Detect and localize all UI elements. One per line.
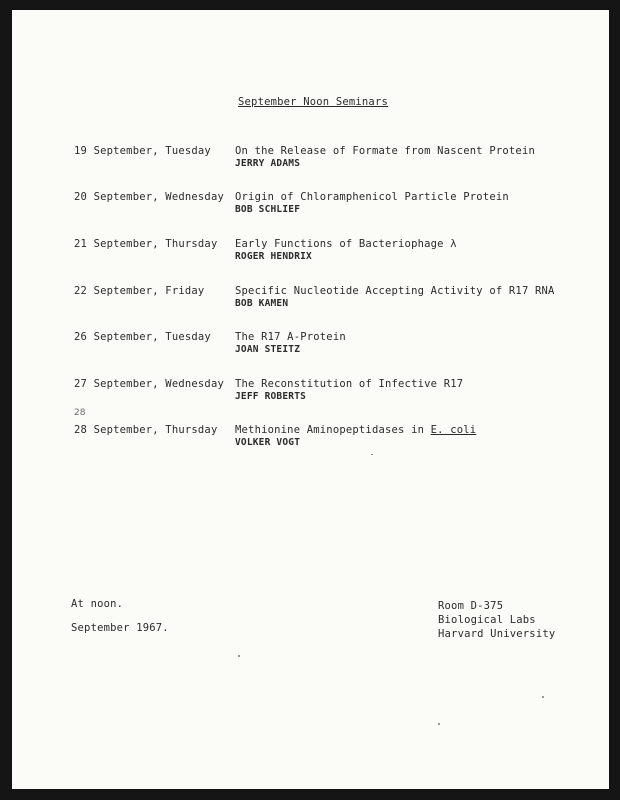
seminar-speaker: BOB SCHLIEF [235,204,301,215]
handwritten-correction: 28 [74,408,86,418]
seminar-date: 20 September, Wednesday [74,191,224,203]
seminar-speaker: BOB KAMEN [235,298,289,309]
seminar-date: 27 September, Wednesday [74,378,224,390]
seminar-date: 28 September, Thursday [74,424,218,436]
seminar-date: 21 September, Thursday [74,238,218,250]
paper-speck [438,723,440,725]
topic-prefix: Methionine Aminopeptidases in [235,424,431,436]
seminar-date: 26 September, Tuesday [74,331,211,343]
seminar-speaker: ROGER HENDRIX [235,251,312,262]
seminar-date: 19 September, Tuesday [74,145,211,157]
seminar-topic: Specific Nucleotide Accepting Activity of R17 RNA [235,285,555,297]
seminar-topic: Early Functions of Bacteriophage λ [235,238,457,250]
document-page [12,10,609,789]
seminar-speaker: JERRY ADAMS [235,158,301,169]
footer-date: September 1967. [71,622,169,634]
seminar-speaker: JOAN STEITZ [235,344,301,355]
seminar-topic: The Reconstitution of Infective R17 [235,378,464,390]
footer-time: At noon. [71,598,124,610]
paper-speck [238,655,240,657]
seminar-speaker: VOLKER VOGT [235,437,301,448]
seminar-speaker: JEFF ROBERTS [235,391,307,402]
species-name: E. coli [430,424,477,436]
footer-building: Biological Labs [438,614,536,626]
seminar-topic: On the Release of Formate from Nascent Protein [235,145,535,157]
page-title: September Noon Seminars [238,96,388,108]
footer-institution: Harvard University [438,628,556,640]
seminar-date: 22 September, Friday [74,285,205,297]
seminar-topic: The R17 A-Protein [235,331,346,343]
seminar-topic: Origin of Chloramphenicol Particle Protein [235,191,509,203]
seminar-topic [235,424,476,436]
paper-speck [371,454,373,455]
paper-speck [542,696,544,698]
footer-room: Room D-375 [438,600,504,612]
